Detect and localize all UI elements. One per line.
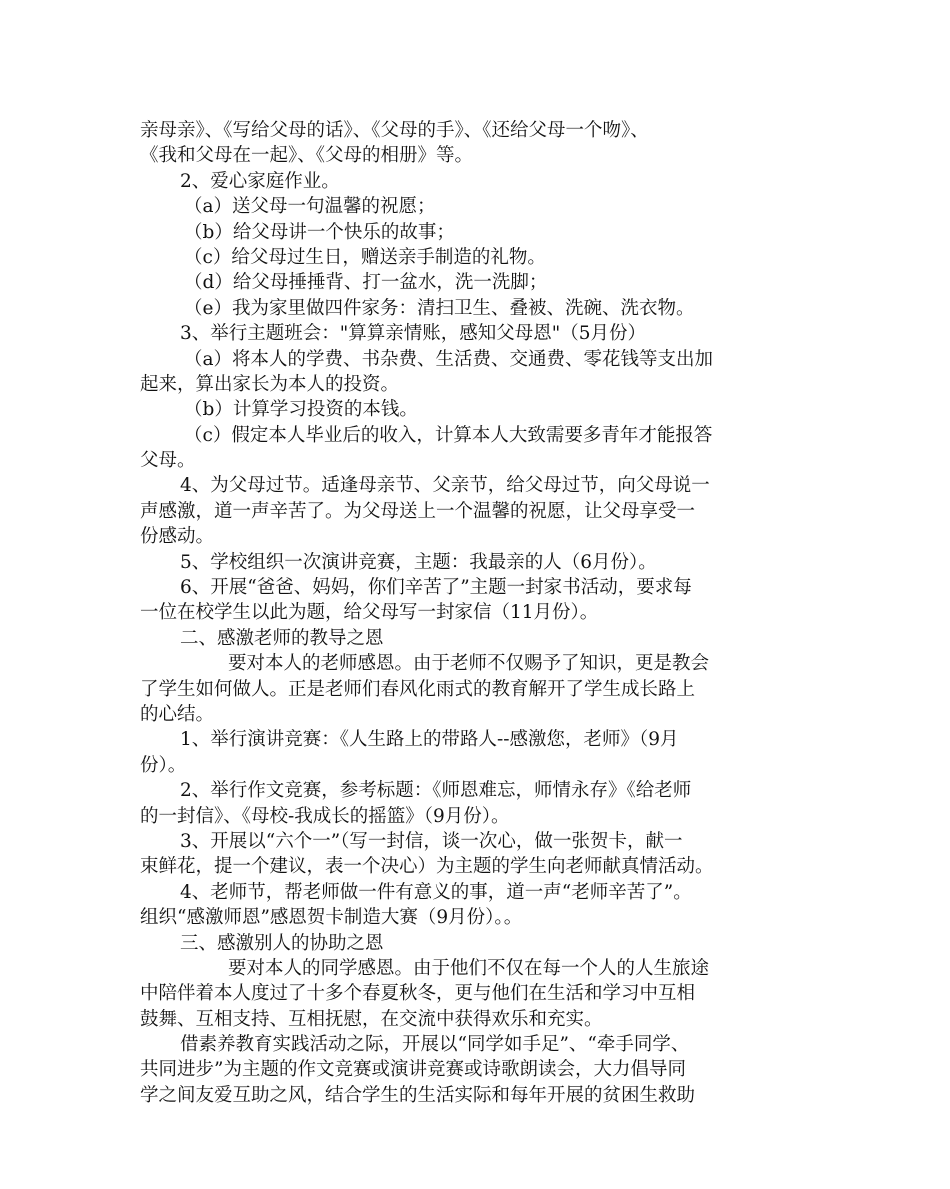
text-line: 了学生如何做人。正是老师们春风化雨式的教育解开了学生成长路上 xyxy=(140,678,696,700)
text-line: 1、举行演讲竞赛：《人生路上的带路人--感激您，老师》（9月 xyxy=(180,729,679,751)
text-line: 二、感激老师的教导之恩 xyxy=(180,627,384,649)
text-line: （a）送父母一句温馨的祝愿； xyxy=(184,196,436,218)
text-line: 起来，算出家长为本人的投资。 xyxy=(140,373,400,395)
text-line: 《我和父母在一起》、《父母的相册》等。 xyxy=(140,145,474,167)
text-line: 中陪伴着本人度过了十多个春夏秋冬，更与他们在生活和学习中互相 xyxy=(140,983,696,1005)
text-line: 的一封信》、《母校-我成长的摇篮》（9月份）。 xyxy=(140,805,510,827)
document-body xyxy=(140,118,820,1108)
text-line: （d）给父母捶捶背、打一盆水，洗一洗脚； xyxy=(184,272,548,294)
text-line: （b）计算学习投资的本钱。 xyxy=(184,399,418,421)
text-line: 要对本人的老师感恩。由于老师不仅赐予了知识，更是教会 xyxy=(228,653,710,675)
text-line: 学之间友爱互助之风，结合学生的生活实际和每年开展的贫困生救助 xyxy=(140,1084,696,1106)
text-line: 组织“感激师恩”感恩贺卡制造大赛（9月份）。。 xyxy=(140,907,523,929)
text-line: 6、开展“爸爸、妈妈，你们辛苦了”主题一封家书活动，要求每 xyxy=(180,577,692,599)
text-line: 3、开展以“六个一”（写一封信，谈一次心，做一张贺卡，献一 xyxy=(180,830,683,852)
text-line: （c）假定本人毕业后的收入，计算本人大致需要多青年才能报答 xyxy=(184,424,713,446)
text-line: 5、学校组织一次演讲竞赛，主题：我最亲的人（6月份）。 xyxy=(180,551,657,573)
text-line: 一位在校学生以此为题，给父母写一封家信（11月份）。 xyxy=(140,602,599,624)
text-line: 的心结。 xyxy=(140,703,215,725)
text-line: （e）我为家里做四件家务：清扫卫生、叠被、洗碗、洗衣物。 xyxy=(184,297,695,319)
text-line: 3、举行主题班会："算算亲情账，感知父母恩"（5月份） xyxy=(180,323,647,345)
text-line: 声感激，道一声辛苦了。为父母送上一个温馨的祝愿，让父母享受一 xyxy=(140,500,696,522)
text-line: 4、为父母过节。适逢母亲节、父亲节，给父母过节，向父母说一 xyxy=(180,475,710,497)
text-line: 鼓舞、互相支持、互相抚慰，在交流中获得欢乐和充实。 xyxy=(140,1008,603,1030)
text-line: 份感动。 xyxy=(140,526,215,548)
text-line: 束鲜花，提一个建议，表一个决心）为主题的学生向老师献真情活动。 xyxy=(140,856,714,878)
text-line: （b）给父母讲一个快乐的故事； xyxy=(184,221,455,243)
text-line: 三、感激别人的协助之恩 xyxy=(180,932,384,954)
text-line: 份）。 xyxy=(140,754,187,776)
text-line: 共同进步”为主题的作文竞赛或演讲竞赛或诗歌朗读会，大力倡导同 xyxy=(140,1059,686,1081)
text-line: （a）将本人的学费、书杂费、生活费、交通费、零花钱等支出加 xyxy=(184,348,714,370)
text-line: 要对本人的同学感恩。由于他们不仅在每一个人的人生旅途 xyxy=(228,957,710,979)
text-line: 借素养教育实践活动之际，开展以“同学如手足”、“牵手同学、 xyxy=(180,1034,690,1056)
text-line: （c）给父母过生日，赠送亲手制造的礼物。 xyxy=(184,246,546,268)
text-line: 4、老师节，帮老师做一件有意义的事，道一声“老师辛苦了”。 xyxy=(180,881,692,903)
text-line: 2、爱心家庭作业。 xyxy=(180,170,340,192)
text-line: 父母。 xyxy=(140,450,196,472)
text-line: 2、举行作文竞赛，参考标题：《师恩难忘，师情永存》《给老师 xyxy=(180,780,692,802)
text-line: 亲母亲》、《写给父母的话》、《父母的手》、《还给父母一个吻》、 xyxy=(140,120,649,141)
